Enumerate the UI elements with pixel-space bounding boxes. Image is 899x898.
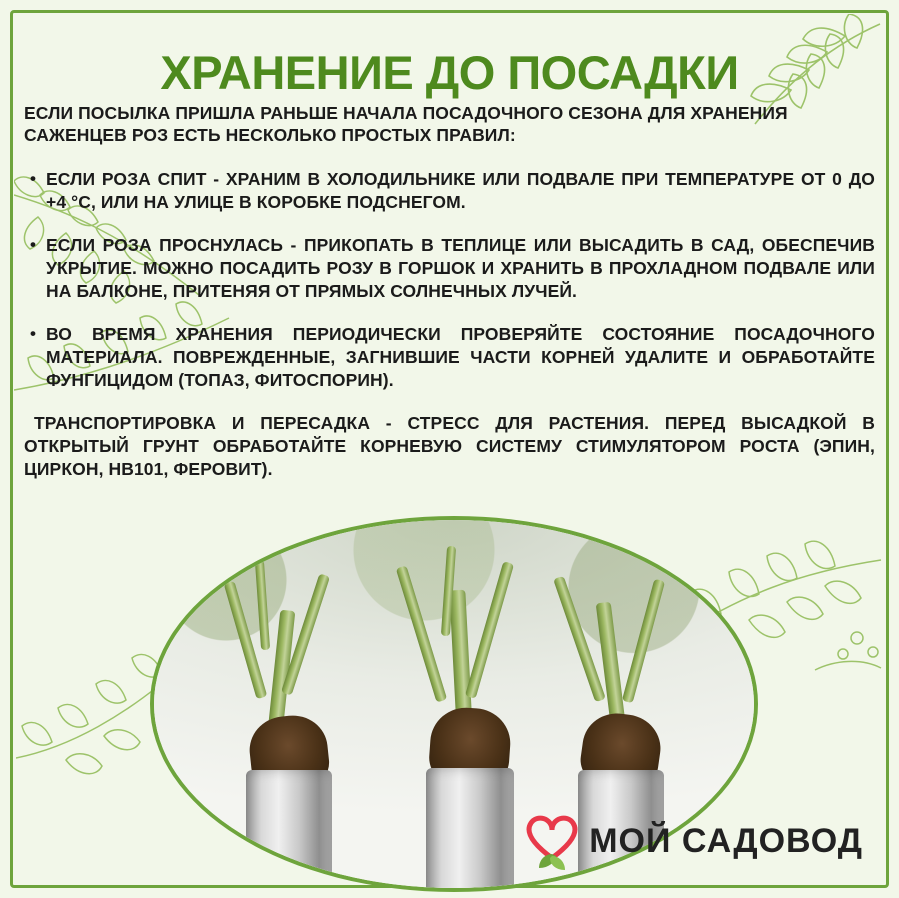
intro-paragraph: ЕСЛИ ПОСЫЛКА ПРИШЛА РАНЬШЕ НАЧАЛА ПОСАДОЧНОГО СЕЗОНА ДЛЯ ХРАНЕНИЯ САЖЕНЦЕВ РОЗ ЕСТЬ НЕСКОЛЬКО ПРОСТЫХ ПРАВИЛ: <box>24 102 788 145</box>
foil-wrap <box>426 768 514 892</box>
brand-logo <box>523 810 863 872</box>
poster-content <box>24 84 875 498</box>
rules-list <box>24 168 875 392</box>
list-item: • ВО ВРЕМЯ ХРАНЕНИЯ ПЕРИОДИЧЕСКИ ПРОВЕРЯЙТЕ СОСТОЯНИЕ ПОСАДОЧНОГО МАТЕРИАЛА. ПОВРЕЖДЕННЫЕ, ЗАГНИВШИЕ ЧАСТИ КОРНЕЙ УДАЛИТЕ И ОБРАБОТАЙТЕ ФУНГИЦИДОМ (ТОПАЗ, ФИТОСПОРИН). <box>24 323 875 392</box>
page-title: ХРАНЕНИЕ ДО ПОСАДКИ <box>160 46 739 100</box>
list-item: • ЕСЛИ РОЗА ПРОСНУЛАСЬ - ПРИКОПАТЬ В ТЕПЛИЦЕ ИЛИ ВЫСАДИТЬ В САД, ОБЕСПЕЧИВ УКРЫТИЕ. МОЖНО ПОСАДИТЬ РОЗУ В ГОРШОК И ХРАНИТЬ В ПРОХЛАДНОМ ПОДВАЛЕ ИЛИ НА БАЛКОНЕ, ПРИТЕНЯЯ ОТ ПРЯМЫХ СОЛНЕЧНЫХ ЛУЧЕЙ. <box>24 234 875 303</box>
heart-leaf-icon <box>523 810 581 872</box>
list-item: • ЕСЛИ РОЗА СПИТ - ХРАНИМ В ХОЛОДИЛЬНИКЕ ИЛИ ПОДВАЛЕ ПРИ ТЕМПЕРАТУРЕ ОТ 0 ДО +4 °C, ИЛИ НА УЛИЦЕ В КОРОБКЕ ПОДСНЕГОМ. <box>24 168 875 214</box>
closing-paragraph: ТРАНСПОРТИРОВКА И ПЕРЕСАДКА - СТРЕСС ДЛЯ РАСТЕНИЯ. ПЕРЕД ВЫСАДКОЙ В ОТКРЫТЫЙ ГРУНТ ОБРАБОТАЙТЕ КОРНЕВУЮ СИСТЕМУ СТИМУЛЯТОРОМ РОСТА (ЭПИН, ЦИРКОН, НВ101, ФЕРОВИТ). <box>24 412 875 479</box>
brand-name: МОЙ САДОВОД <box>589 822 863 860</box>
foil-wrap <box>246 770 332 892</box>
